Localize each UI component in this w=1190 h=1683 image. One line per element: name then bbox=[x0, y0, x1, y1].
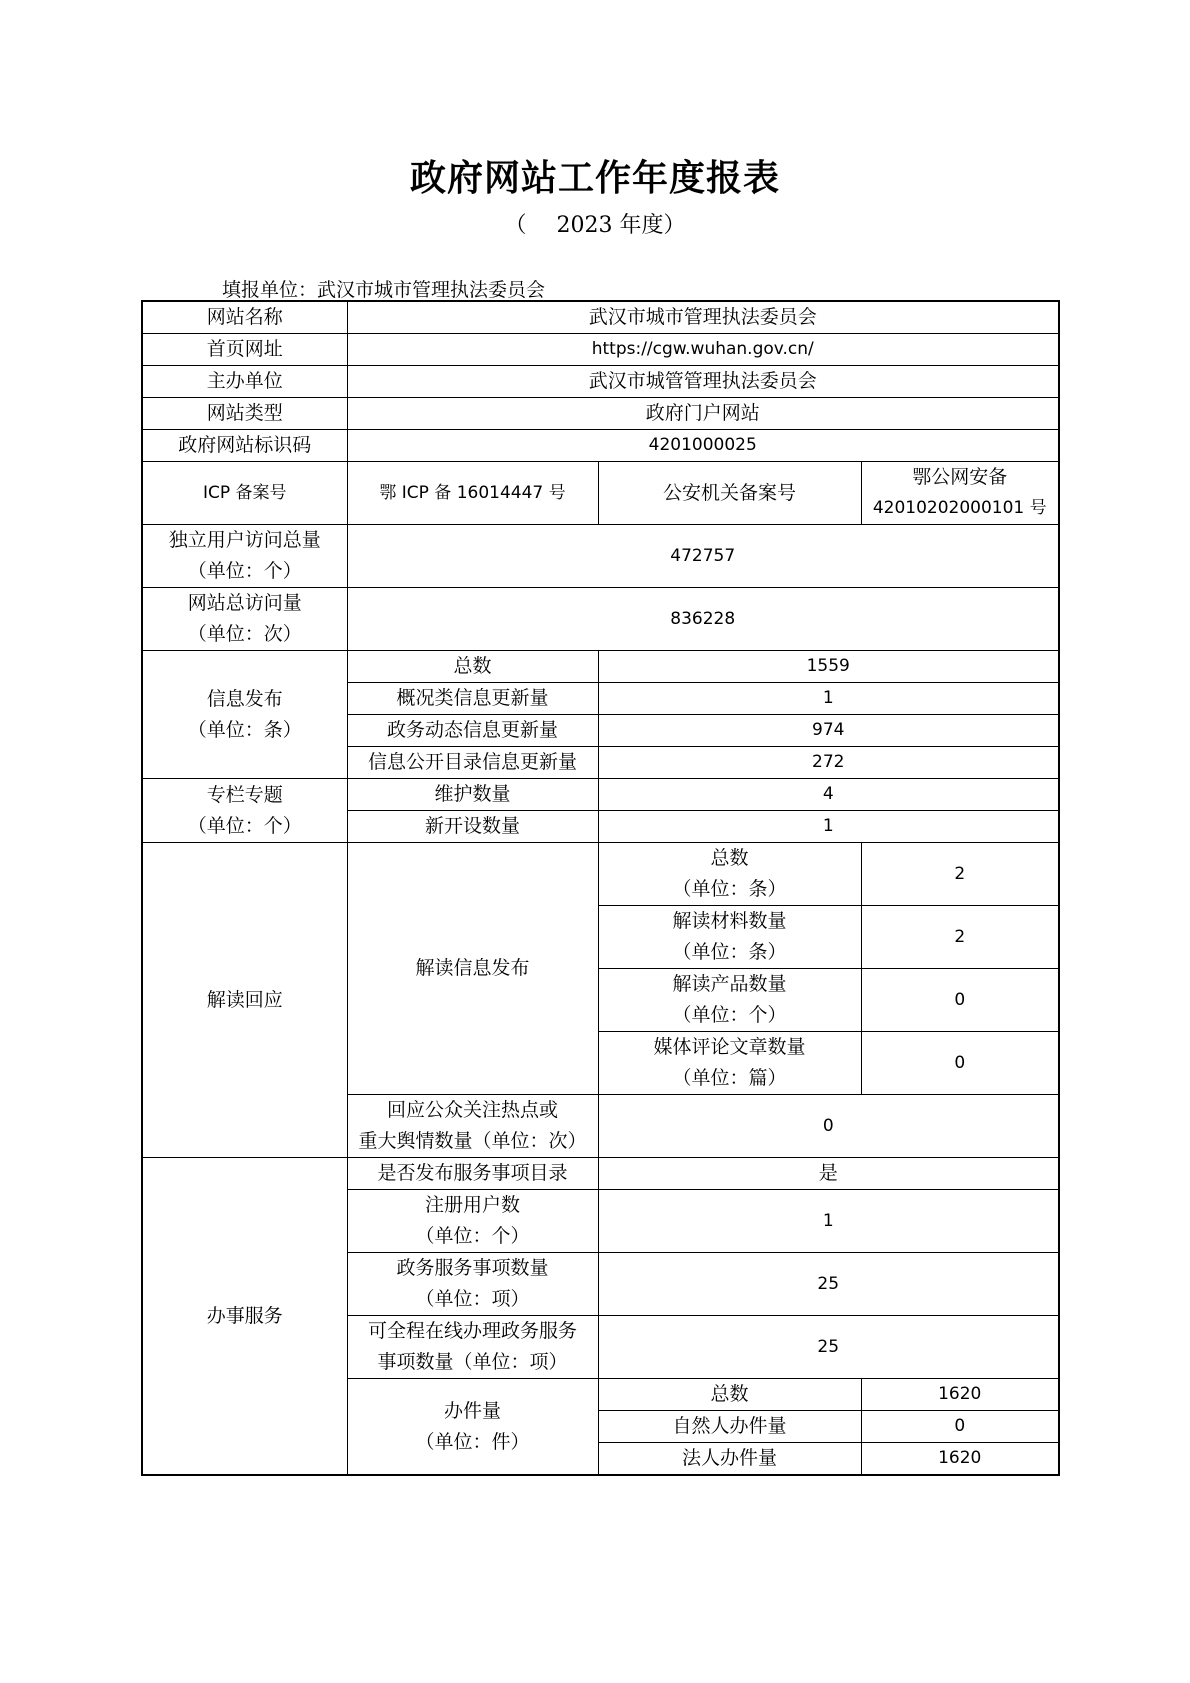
total-visits-value: 836228 bbox=[347, 588, 1059, 651]
interpret-media-value: 0 bbox=[861, 1032, 1059, 1095]
cases-label bbox=[347, 1379, 598, 1476]
interpret-response-label bbox=[347, 1095, 598, 1158]
interpret-product-label bbox=[598, 969, 861, 1032]
cases-total-label: 总数 bbox=[598, 1379, 861, 1411]
info-total-label: 总数 bbox=[347, 651, 598, 683]
overview-updates-value: 1 bbox=[598, 683, 1059, 715]
site-code-value: 4201000025 bbox=[347, 430, 1059, 462]
service-items-label-line2: （单位：项） bbox=[415, 1288, 530, 1310]
interpret-response-value: 0 bbox=[598, 1095, 1059, 1158]
columns-maintain-value: 4 bbox=[598, 779, 1059, 811]
columns-maintain-label: 维护数量 bbox=[347, 779, 598, 811]
online-items-label-line1: 可全程在线办理政务服务 bbox=[367, 1320, 577, 1342]
interpret-total-value: 2 bbox=[861, 843, 1059, 906]
cases-label-line2: （单位：件） bbox=[415, 1430, 530, 1453]
news-updates-value: 974 bbox=[598, 715, 1059, 747]
interpret-media-label-line1: 媒体评论文章数量 bbox=[653, 1036, 806, 1058]
columns-label-line2: （单位：个） bbox=[187, 814, 302, 837]
registered-users-value: 1 bbox=[598, 1190, 1059, 1253]
table-row bbox=[142, 366, 1059, 398]
online-items-label-line2: 事项数量（单位：项） bbox=[377, 1351, 568, 1373]
icp-value: 鄂 ICP 备 16014447 号 bbox=[347, 462, 598, 525]
year-text: 2023 年度） bbox=[556, 213, 686, 238]
service-label: 办事服务 bbox=[142, 1158, 347, 1476]
interpret-total-label bbox=[598, 843, 861, 906]
police-record-value bbox=[861, 462, 1059, 525]
info-publish-label-line1: 信息发布 bbox=[206, 687, 283, 710]
online-items-value: 25 bbox=[598, 1316, 1059, 1379]
site-type-label: 网站类型 bbox=[142, 398, 347, 430]
legal-person-cases-label: 法人办件量 bbox=[598, 1443, 861, 1476]
table-row bbox=[142, 1158, 1059, 1190]
unique-visitors-label-line1: 独立用户访问总量 bbox=[168, 529, 321, 551]
homepage-value: https://cgw.wuhan.gov.cn/ bbox=[347, 334, 1059, 366]
registered-users-label bbox=[347, 1190, 598, 1253]
interpret-response-label-line1: 回应公众关注热点或 bbox=[386, 1099, 558, 1121]
interpret-product-label-line2: （单位：个） bbox=[672, 1004, 787, 1026]
interpret-media-label-line2: （单位：篇） bbox=[672, 1067, 787, 1089]
cases-label-line1: 办件量 bbox=[443, 1399, 501, 1422]
registered-users-label-line1: 注册用户数 bbox=[424, 1194, 520, 1216]
interpret-material-label-line1: 解读材料数量 bbox=[672, 910, 787, 932]
interpret-total-label-line2: （单位：条） bbox=[672, 878, 787, 900]
overview-updates-label: 概况类信息更新量 bbox=[347, 683, 598, 715]
info-total-value: 1559 bbox=[598, 651, 1059, 683]
service-catalog-value: 是 bbox=[598, 1158, 1059, 1190]
report-table bbox=[141, 300, 1060, 1476]
site-name-value: 武汉市城市管理执法委员会 bbox=[347, 301, 1059, 334]
interpret-media-label bbox=[598, 1032, 861, 1095]
report-year bbox=[0, 208, 1190, 239]
sponsor-value: 武汉市城管管理执法委员会 bbox=[347, 366, 1059, 398]
reporting-unit: 填报单位：武汉市城市管理执法委员会 bbox=[222, 279, 546, 301]
report-title: 政府网站工作年度报表 bbox=[409, 157, 780, 199]
service-items-label bbox=[347, 1253, 598, 1316]
site-name-label: 网站名称 bbox=[142, 301, 347, 334]
table-row bbox=[142, 334, 1059, 366]
service-catalog-label: 是否发布服务事项目录 bbox=[347, 1158, 598, 1190]
interpret-product-value: 0 bbox=[861, 969, 1059, 1032]
interpret-label: 解读回应 bbox=[142, 843, 347, 1158]
table-row bbox=[142, 462, 1059, 525]
service-items-value: 25 bbox=[598, 1253, 1059, 1316]
police-record-label: 公安机关备案号 bbox=[598, 462, 861, 525]
service-items-label-line1: 政务服务事项数量 bbox=[396, 1257, 549, 1279]
year-open-paren: （ bbox=[504, 213, 527, 238]
online-items-label bbox=[347, 1316, 598, 1379]
total-visits-label bbox=[142, 588, 347, 651]
interpret-product-label-line1: 解读产品数量 bbox=[672, 973, 787, 995]
columns-label-line1: 专栏专题 bbox=[206, 783, 283, 806]
columns-label bbox=[142, 779, 347, 843]
table-row bbox=[142, 779, 1059, 811]
unique-visitors-label-line2: （单位：个） bbox=[187, 560, 302, 582]
site-type-value: 政府门户网站 bbox=[347, 398, 1059, 430]
site-code-label: 政府网站标识码 bbox=[142, 430, 347, 462]
info-publish-label-line2: （单位：条） bbox=[187, 718, 302, 741]
table-row bbox=[142, 843, 1059, 906]
interpret-material-label-line2: （单位：条） bbox=[672, 941, 787, 963]
unique-visitors-label bbox=[142, 525, 347, 588]
sponsor-label: 主办单位 bbox=[142, 366, 347, 398]
table-row bbox=[142, 301, 1059, 334]
interpret-material-label bbox=[598, 906, 861, 969]
info-publish-label bbox=[142, 651, 347, 779]
unique-visitors-value: 472757 bbox=[347, 525, 1059, 588]
table-row bbox=[142, 588, 1059, 651]
legal-person-cases-value: 1620 bbox=[861, 1443, 1059, 1476]
police-record-line1: 鄂公网安备 bbox=[912, 466, 1008, 488]
natural-person-cases-label: 自然人办件量 bbox=[598, 1411, 861, 1443]
interpret-response-label-line2: 重大舆情数量（单位：次） bbox=[358, 1130, 587, 1152]
columns-new-value: 1 bbox=[598, 811, 1059, 843]
columns-new-label: 新开设数量 bbox=[347, 811, 598, 843]
table-row bbox=[142, 398, 1059, 430]
registered-users-label-line2: （单位：个） bbox=[415, 1225, 530, 1247]
homepage-label: 首页网址 bbox=[142, 334, 347, 366]
cases-total-value: 1620 bbox=[861, 1379, 1059, 1411]
table-row bbox=[142, 430, 1059, 462]
table-row bbox=[142, 525, 1059, 588]
natural-person-cases-value: 0 bbox=[861, 1411, 1059, 1443]
icp-label: ICP 备案号 bbox=[142, 462, 347, 525]
table-row bbox=[142, 651, 1059, 683]
news-updates-label: 政务动态信息更新量 bbox=[347, 715, 598, 747]
interpret-total-label-line1: 总数 bbox=[710, 847, 749, 869]
police-record-line2: 42010202000101 号 bbox=[872, 498, 1047, 518]
total-visits-label-line2: （单位：次） bbox=[187, 623, 302, 645]
interpret-material-value: 2 bbox=[861, 906, 1059, 969]
interpret-publish-label: 解读信息发布 bbox=[347, 843, 598, 1095]
catalog-updates-value: 272 bbox=[598, 747, 1059, 779]
total-visits-label-line1: 网站总访问量 bbox=[187, 592, 302, 614]
catalog-updates-label: 信息公开目录信息更新量 bbox=[347, 747, 598, 779]
